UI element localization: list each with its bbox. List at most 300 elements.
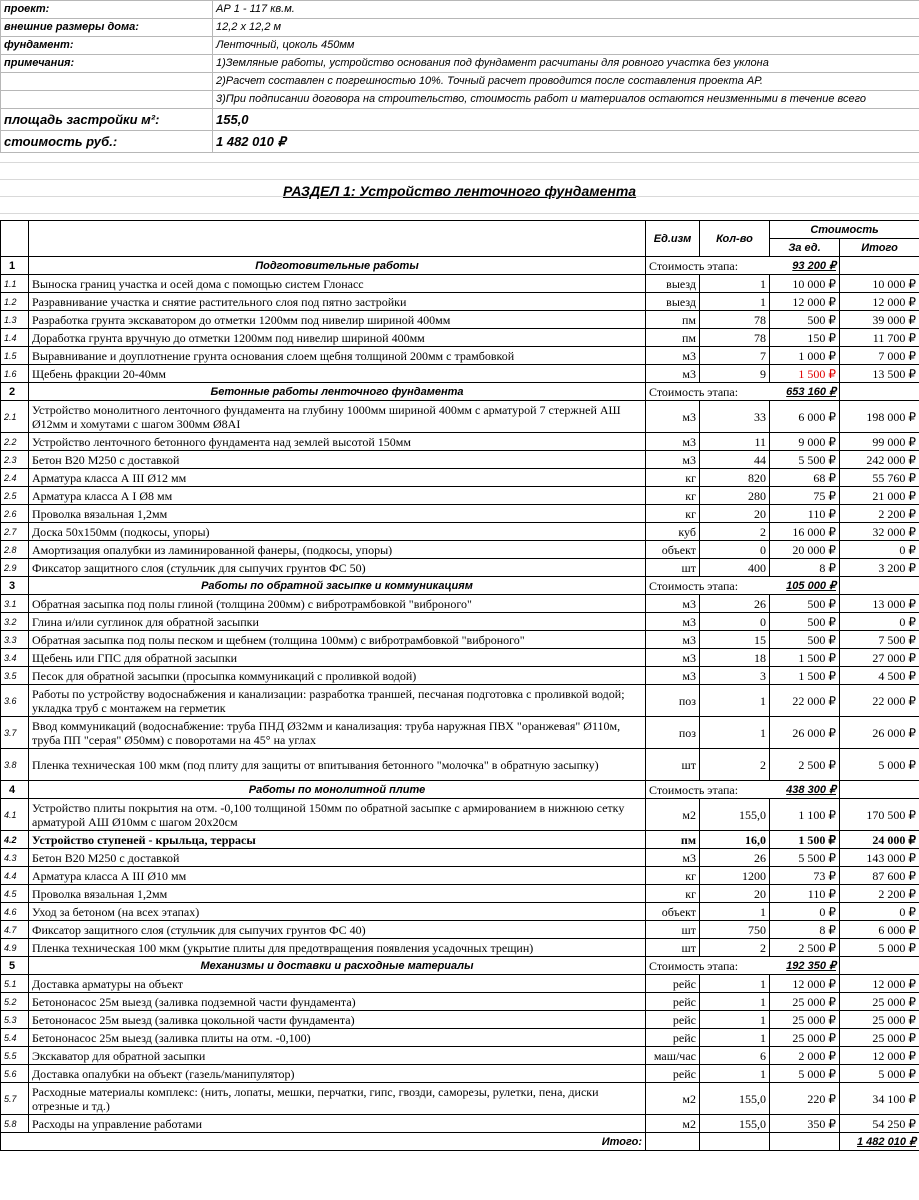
area-label: площадь застройки м²: (1, 109, 213, 131)
item-total: 99 000 ₽ (840, 433, 919, 451)
item-total: 4 500 ₽ (840, 667, 919, 685)
item-unit: кг (646, 867, 700, 885)
item-total: 198 000 ₽ (840, 401, 919, 433)
grand-total-row (1, 1133, 919, 1151)
item-number: 5.1 (1, 975, 29, 993)
item-unit: м2 (646, 799, 700, 831)
item-price: 1 000 ₽ (770, 347, 840, 365)
table-row (1, 975, 919, 993)
table-row (1, 1029, 919, 1047)
item-description: Устройство ленточного бетонного фундамента над землей высотой 150мм (29, 433, 646, 451)
item-qty: 11 (700, 433, 770, 451)
item-unit: кг (646, 487, 700, 505)
item-price: 12 000 ₽ (770, 975, 840, 993)
item-number: 3.8 (1, 749, 29, 781)
item-description: Обратная засыпка под полы глиной (толщина 200мм) с вибротрамбовкой "виброного" (29, 595, 646, 613)
item-number: 5.2 (1, 993, 29, 1011)
item-total: 5 000 ₽ (840, 939, 919, 957)
item-qty: 33 (700, 401, 770, 433)
item-description: Щебень фракции 20-40мм (29, 365, 646, 383)
stage-cost-empty (840, 957, 919, 975)
item-total: 55 760 ₽ (840, 469, 919, 487)
item-description: Песок для обратной засыпки (просыпка коммуникаций с проливкой водой) (29, 667, 646, 685)
item-total: 12 000 ₽ (840, 293, 919, 311)
item-price: 10 000 ₽ (770, 275, 840, 293)
item-total: 21 000 ₽ (840, 487, 919, 505)
section-title: РАЗДЕЛ 1: Устройство ленточного фундамента (282, 183, 637, 199)
item-qty: 155,0 (700, 1115, 770, 1133)
item-unit: объект (646, 903, 700, 921)
item-description: Фиксатор защитного слоя (стульчик для сыпучих грунтов ФС 40) (29, 921, 646, 939)
item-unit: шт (646, 939, 700, 957)
item-description: Выравнивание и доуплотнение грунта основания слоем щебня толщиной 200мм с трамбовкой (29, 347, 646, 365)
item-total: 3 200 ₽ (840, 559, 919, 577)
item-price: 1 500 ₽ (770, 649, 840, 667)
item-price: 350 ₽ (770, 1115, 840, 1133)
item-description: Амортизация опалубки из ламинированной фанеры, (подкосы, упоры) (29, 541, 646, 559)
section-name: Работы по обратной засыпке и коммуникациям (29, 577, 646, 595)
table-row (1, 921, 919, 939)
item-total: 13 000 ₽ (840, 595, 919, 613)
item-number: 5.5 (1, 1047, 29, 1065)
item-number: 3.5 (1, 667, 29, 685)
item-qty: 2 (700, 749, 770, 781)
project-info-table (0, 0, 919, 153)
header-unit: Ед.изм (646, 221, 700, 257)
note-2: 2)Расчет составлен с погрешностью 10%. Точный расчет проводится после составления проекта АР. (213, 73, 919, 91)
item-total: 242 000 ₽ (840, 451, 919, 469)
stage-cost-empty (840, 383, 919, 401)
item-qty: 2 (700, 939, 770, 957)
item-qty: 20 (700, 505, 770, 523)
item-unit: пм (646, 329, 700, 347)
item-price: 22 000 ₽ (770, 685, 840, 717)
item-unit: м3 (646, 433, 700, 451)
item-number: 3.3 (1, 631, 29, 649)
grand-total-empty (646, 1133, 700, 1151)
table-row (1, 939, 919, 957)
item-qty: 9 (700, 365, 770, 383)
area-value: 155,0 (213, 109, 919, 131)
item-description: Проволка вязальная 1,2мм (29, 505, 646, 523)
item-price: 6 000 ₽ (770, 401, 840, 433)
table-row (1, 311, 919, 329)
item-total: 11 700 ₽ (840, 329, 919, 347)
section-name: Механизмы и доставки и расходные материалы (29, 957, 646, 975)
item-total: 10 000 ₽ (840, 275, 919, 293)
item-qty: 44 (700, 451, 770, 469)
table-row (1, 831, 919, 849)
item-unit: м3 (646, 613, 700, 631)
item-qty: 3 (700, 667, 770, 685)
item-number: 1.5 (1, 347, 29, 365)
table-header-row (1, 221, 919, 239)
item-description: Глина и/или суглинок для обратной засыпки (29, 613, 646, 631)
item-number: 1.1 (1, 275, 29, 293)
stage-cost-value: 438 300 ₽ (770, 781, 840, 799)
item-description: Бетон В20 М250 с доставкой (29, 451, 646, 469)
item-unit: м3 (646, 649, 700, 667)
item-unit: м3 (646, 347, 700, 365)
item-qty: 6 (700, 1047, 770, 1065)
item-unit: шт (646, 749, 700, 781)
section-number: 5 (1, 957, 29, 975)
item-price: 1 500 ₽ (770, 667, 840, 685)
item-price: 26 000 ₽ (770, 717, 840, 749)
item-description: Бетононасос 25м выезд (заливка цокольной части фундамента) (29, 1011, 646, 1029)
item-description: Проволка вязальная 1,2мм (29, 885, 646, 903)
item-price: 110 ₽ (770, 505, 840, 523)
item-description: Устройство ступеней - крыльца, террасы (29, 831, 646, 849)
item-price: 20 000 ₽ (770, 541, 840, 559)
stage-cost-label: Стоимость этапа: (646, 957, 770, 975)
note-1: 1)Земляные работы, устройство основания под фундамент расчитаны для ровного участка без уклона (213, 55, 919, 73)
item-qty: 20 (700, 885, 770, 903)
item-description: Пленка техническая 100 мкм (под плиту для защиты от впитывания бетонного "молочка" в обратную засыпку) (29, 749, 646, 781)
table-row (1, 329, 919, 347)
item-number: 2.5 (1, 487, 29, 505)
item-qty: 1 (700, 1065, 770, 1083)
item-number: 4.9 (1, 939, 29, 957)
item-qty: 2 (700, 523, 770, 541)
size-row (1, 19, 919, 37)
item-total: 32 000 ₽ (840, 523, 919, 541)
item-total: 34 100 ₽ (840, 1083, 919, 1115)
size-value: 12,2 х 12,2 м (213, 19, 919, 37)
table-row (1, 451, 919, 469)
item-price: 8 ₽ (770, 559, 840, 577)
item-description: Уход за бетоном (на всех этапах) (29, 903, 646, 921)
item-unit: рейс (646, 993, 700, 1011)
item-price: 5 500 ₽ (770, 849, 840, 867)
item-unit: м2 (646, 1115, 700, 1133)
item-qty: 155,0 (700, 799, 770, 831)
size-label: внешние размеры дома: (1, 19, 213, 37)
item-description: Арматура класса А III Ø12 мм (29, 469, 646, 487)
item-total: 12 000 ₽ (840, 1047, 919, 1065)
item-description: Устройство плиты покрытия на отм. -0,100 толщиной 150мм по обратной засыпке с армированием в нижнюю сетку арматурой АШ Ø10мм с шагом 20х20см (29, 799, 646, 831)
foundation-row (1, 37, 919, 55)
item-price: 110 ₽ (770, 885, 840, 903)
item-description: Фиксатор защитного слоя (стульчик для сыпучих грунтов ФС 50) (29, 559, 646, 577)
item-total: 143 000 ₽ (840, 849, 919, 867)
table-row (1, 275, 919, 293)
item-description: Доставка арматуры на объект (29, 975, 646, 993)
item-unit: выезд (646, 293, 700, 311)
item-description: Устройство монолитного ленточного фундамента на глубину 1000мм шириной 400мм с арматурой 7 стержней АШ Ø12мм и хомутами с шагом 300мм Ø8АI (29, 401, 646, 433)
table-row (1, 1011, 919, 1029)
item-price: 500 ₽ (770, 613, 840, 631)
project-value: АР 1 - 117 кв.м. (213, 1, 919, 19)
item-total: 87 600 ₽ (840, 867, 919, 885)
item-price: 1 100 ₽ (770, 799, 840, 831)
item-price: 75 ₽ (770, 487, 840, 505)
item-unit: шт (646, 921, 700, 939)
table-row (1, 293, 919, 311)
item-unit: м2 (646, 1083, 700, 1115)
item-qty: 1 (700, 1029, 770, 1047)
item-number: 1.3 (1, 311, 29, 329)
section-number: 4 (1, 781, 29, 799)
item-total: 12 000 ₽ (840, 975, 919, 993)
table-row (1, 867, 919, 885)
table-row (1, 849, 919, 867)
item-qty: 7 (700, 347, 770, 365)
item-qty: 26 (700, 595, 770, 613)
foundation-label: фундамент: (1, 37, 213, 55)
item-price: 500 ₽ (770, 595, 840, 613)
item-price: 1 500 ₽ (770, 831, 840, 849)
stage-cost-label: Стоимость этапа: (646, 383, 770, 401)
stage-cost-value: 653 160 ₽ (770, 383, 840, 401)
item-number: 4.5 (1, 885, 29, 903)
item-qty: 750 (700, 921, 770, 939)
header-per-unit: За ед. (770, 239, 840, 257)
item-total: 22 000 ₽ (840, 685, 919, 717)
item-description: Доска 50х150мм (подкосы, упоры) (29, 523, 646, 541)
grand-total-label: Итого: (1, 1133, 646, 1151)
empty-grid-rows (0, 146, 919, 214)
table-row (1, 541, 919, 559)
item-qty: 16,0 (700, 831, 770, 849)
item-number: 4.3 (1, 849, 29, 867)
notes-row (1, 91, 919, 109)
section-row (1, 257, 919, 275)
item-unit: выезд (646, 275, 700, 293)
item-price: 5 000 ₽ (770, 1065, 840, 1083)
item-number: 5.6 (1, 1065, 29, 1083)
item-price: 500 ₽ (770, 311, 840, 329)
table-row (1, 347, 919, 365)
item-unit: поз (646, 685, 700, 717)
item-qty: 1 (700, 1011, 770, 1029)
item-total: 0 ₽ (840, 541, 919, 559)
item-unit: м3 (646, 849, 700, 867)
item-qty: 0 (700, 541, 770, 559)
item-qty: 78 (700, 329, 770, 347)
item-number: 2.3 (1, 451, 29, 469)
item-price: 25 000 ₽ (770, 1011, 840, 1029)
table-row (1, 523, 919, 541)
item-unit: рейс (646, 1065, 700, 1083)
section-row (1, 577, 919, 595)
project-row (1, 1, 919, 19)
item-description: Экскаватор для обратной засыпки (29, 1047, 646, 1065)
item-total: 5 000 ₽ (840, 1065, 919, 1083)
table-row (1, 717, 919, 749)
item-description: Разработка грунта экскаватором до отметки 1200мм под нивелир шириной 400мм (29, 311, 646, 329)
item-description: Доставка опалубки на объект (газель/манипулятор) (29, 1065, 646, 1083)
item-description: Бетононасос 25м выезд (заливка подземной части фундамента) (29, 993, 646, 1011)
section-name: Подготовительные работы (29, 257, 646, 275)
item-number: 3.2 (1, 613, 29, 631)
note-3: 3)При подписании договора на строительство, стоимость работ и материалов остаются неизменными в течение всего (213, 91, 919, 109)
table-row (1, 505, 919, 523)
item-number: 2.8 (1, 541, 29, 559)
item-unit: м3 (646, 667, 700, 685)
item-qty: 1 (700, 275, 770, 293)
item-description: Щебень или ГПС для обратной засыпки (29, 649, 646, 667)
item-unit: кг (646, 505, 700, 523)
stage-cost-label: Стоимость этапа: (646, 781, 770, 799)
item-unit: м3 (646, 595, 700, 613)
item-price: 73 ₽ (770, 867, 840, 885)
item-total: 5 000 ₽ (840, 749, 919, 781)
item-total: 7 500 ₽ (840, 631, 919, 649)
item-unit: м3 (646, 451, 700, 469)
item-qty: 0 (700, 613, 770, 631)
grid-line (0, 163, 919, 180)
item-qty: 1 (700, 685, 770, 717)
item-number: 4.7 (1, 921, 29, 939)
item-qty: 820 (700, 469, 770, 487)
stage-cost-value: 105 000 ₽ (770, 577, 840, 595)
item-unit: маш/час (646, 1047, 700, 1065)
item-qty: 155,0 (700, 1083, 770, 1115)
item-total: 13 500 ₽ (840, 365, 919, 383)
table-row (1, 993, 919, 1011)
item-description: Ввод коммуникаций (водоснабжение: труба ПНД Ø32мм и канализация: труба наружная ПВХ "оранжевая" Ø110м, труба ПП "серая" Ø50мм) с поворотами на 45° на углах (29, 717, 646, 749)
item-total: 39 000 ₽ (840, 311, 919, 329)
item-unit: рейс (646, 1011, 700, 1029)
item-number: 3.6 (1, 685, 29, 717)
table-row (1, 885, 919, 903)
item-price: 16 000 ₽ (770, 523, 840, 541)
table-row (1, 469, 919, 487)
item-total: 6 000 ₽ (840, 921, 919, 939)
item-description: Доработка грунта вручную до отметки 1200мм под нивелир шириной 400мм (29, 329, 646, 347)
header-total: Итого (840, 239, 919, 257)
item-price: 2 500 ₽ (770, 749, 840, 781)
item-number: 4.4 (1, 867, 29, 885)
item-price: 500 ₽ (770, 631, 840, 649)
item-qty: 1 (700, 993, 770, 1011)
item-description: Выноска границ участка и осей дома с помощью систем Глонасс (29, 275, 646, 293)
table-row (1, 559, 919, 577)
table-row (1, 401, 919, 433)
stage-cost-label: Стоимость этапа: (646, 577, 770, 595)
table-row (1, 799, 919, 831)
item-number: 4.6 (1, 903, 29, 921)
cost-label: стоимость руб.: (1, 131, 213, 153)
grand-total-empty (770, 1133, 840, 1151)
section-number: 2 (1, 383, 29, 401)
item-unit: пм (646, 831, 700, 849)
item-qty: 26 (700, 849, 770, 867)
item-number: 1.6 (1, 365, 29, 383)
item-number: 2.7 (1, 523, 29, 541)
item-total: 54 250 ₽ (840, 1115, 919, 1133)
item-qty: 18 (700, 649, 770, 667)
item-number: 4.2 (1, 831, 29, 849)
item-unit: кг (646, 469, 700, 487)
item-price: 25 000 ₽ (770, 993, 840, 1011)
item-number: 3.7 (1, 717, 29, 749)
item-description: Пленка техническая 100 мкм (укрытие плиты для предотвращения появления усадочных трещин) (29, 939, 646, 957)
item-qty: 1 (700, 975, 770, 993)
item-total: 26 000 ₽ (840, 717, 919, 749)
notes-label: примечания: (1, 55, 213, 73)
item-qty: 1200 (700, 867, 770, 885)
item-description: Обратная засыпка под полы песком и щебнем (толщина 100мм) с вибротрамбовкой "виброного" (29, 631, 646, 649)
item-qty: 1 (700, 293, 770, 311)
item-total: 25 000 ₽ (840, 993, 919, 1011)
grand-total-value: 1 482 010 ₽ (840, 1133, 919, 1151)
item-unit: пм (646, 311, 700, 329)
item-number: 5.3 (1, 1011, 29, 1029)
item-number: 5.8 (1, 1115, 29, 1133)
item-price: 2 500 ₽ (770, 939, 840, 957)
section-name: Бетонные работы ленточного фундамента (29, 383, 646, 401)
stage-cost-label: Стоимость этапа: (646, 257, 770, 275)
area-row (1, 109, 919, 131)
item-total: 24 000 ₽ (840, 831, 919, 849)
table-row (1, 365, 919, 383)
item-unit: кг (646, 885, 700, 903)
table-row (1, 903, 919, 921)
estimate-table (0, 220, 919, 1151)
item-description: Арматура класса А I Ø8 мм (29, 487, 646, 505)
stage-cost-value: 192 350 ₽ (770, 957, 840, 975)
item-number: 3.1 (1, 595, 29, 613)
grid-line (0, 146, 919, 163)
item-number: 2.1 (1, 401, 29, 433)
item-unit: м3 (646, 365, 700, 383)
item-number: 5.4 (1, 1029, 29, 1047)
item-qty: 400 (700, 559, 770, 577)
item-number: 3.4 (1, 649, 29, 667)
table-row (1, 613, 919, 631)
table-row (1, 1115, 919, 1133)
item-unit: м3 (646, 631, 700, 649)
table-row (1, 667, 919, 685)
item-total: 2 200 ₽ (840, 505, 919, 523)
item-unit: куб (646, 523, 700, 541)
foundation-value: Ленточный, цоколь 450мм (213, 37, 919, 55)
header-qty: Кол-во (700, 221, 770, 257)
item-description: Расходные материалы комплекс: (нить, лопаты, мешки, перчатки, гипс, гвозди, саморезы, рулетки, пена, диски отрезные и тд.) (29, 1083, 646, 1115)
project-label: проект: (1, 1, 213, 19)
item-total: 25 000 ₽ (840, 1011, 919, 1029)
item-unit: шт (646, 559, 700, 577)
item-price: 12 000 ₽ (770, 293, 840, 311)
item-qty: 1 (700, 903, 770, 921)
item-number: 2.4 (1, 469, 29, 487)
table-row (1, 1083, 919, 1115)
table-row (1, 649, 919, 667)
item-unit: м3 (646, 401, 700, 433)
stage-cost-value: 93 200 ₽ (770, 257, 840, 275)
header-desc (29, 221, 646, 257)
item-description: Работы по устройству водоснабжения и канализации: разработка траншей, песчаная подготовка с проливкой водой; укладка труб с монтажем на герметик (29, 685, 646, 717)
stage-cost-empty (840, 577, 919, 595)
item-number: 4.1 (1, 799, 29, 831)
grid-line (0, 197, 919, 214)
item-number: 2.6 (1, 505, 29, 523)
table-row (1, 749, 919, 781)
item-unit: объект (646, 541, 700, 559)
item-total: 7 000 ₽ (840, 347, 919, 365)
item-number: 2.9 (1, 559, 29, 577)
section-row (1, 383, 919, 401)
notes-row (1, 55, 919, 73)
item-number: 2.2 (1, 433, 29, 451)
section-number: 1 (1, 257, 29, 275)
notes-spacer (1, 91, 213, 109)
section-row (1, 957, 919, 975)
section-name: Работы по монолитной плите (29, 781, 646, 799)
item-qty: 1 (700, 717, 770, 749)
